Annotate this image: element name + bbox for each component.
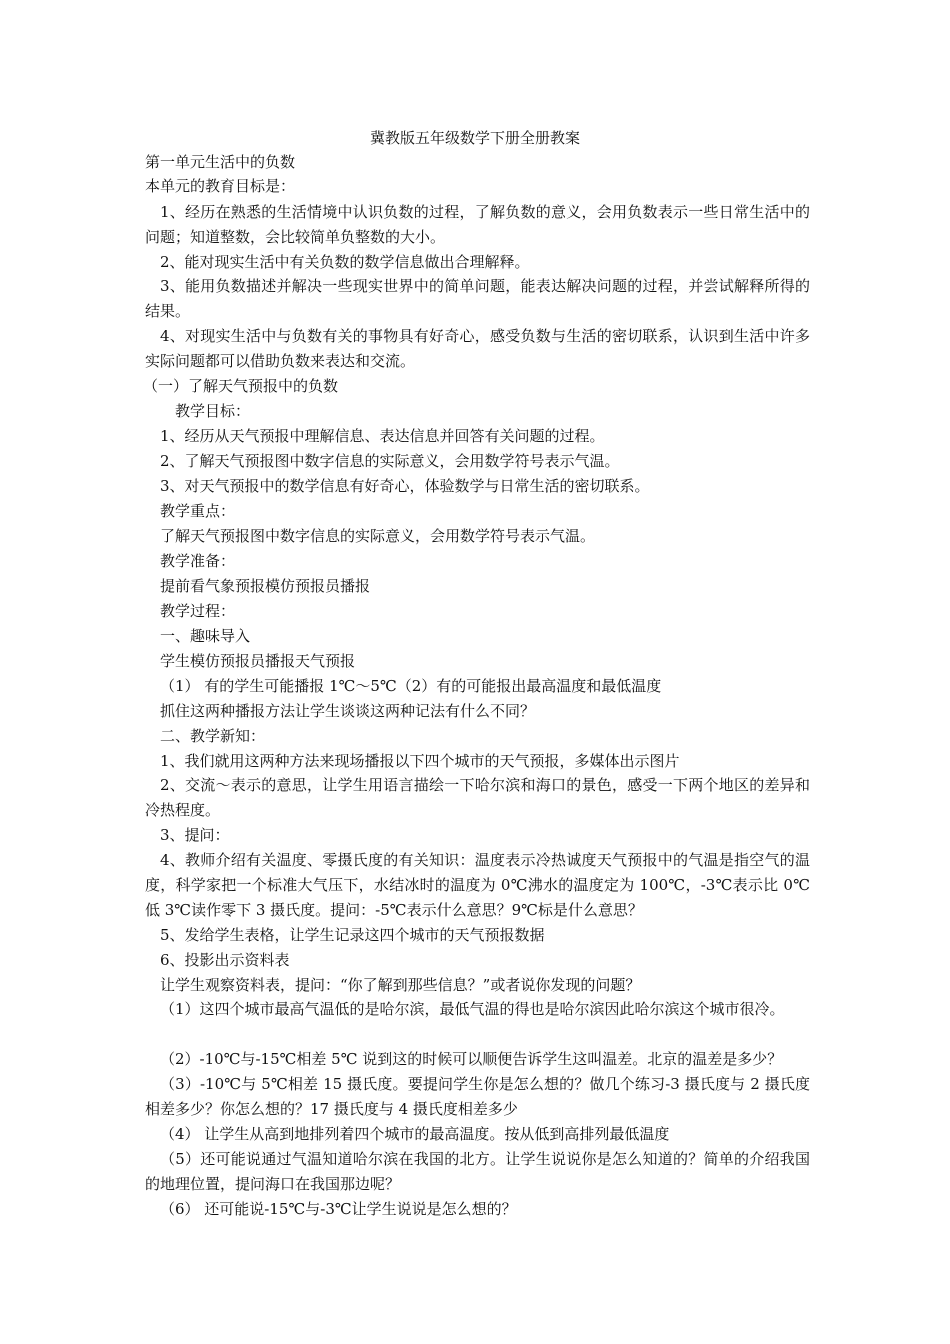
goals-intro: 本单元的教育目标是： (145, 177, 296, 195)
document-title: 冀教版五年级数学下册全册教案 (369, 129, 580, 147)
step-item: 1、我们就用这两种方法来现场播报以下四个城市的天气预报，多媒体出示图片 (160, 752, 680, 770)
prep-text: 提前看气象预报模仿预报员播报 (160, 577, 371, 595)
unit-title: 第一单元生活中的负数 (145, 153, 296, 171)
focus-text: 了解天气预报图中数字信息的实际意义，会用数学符号表示气温。 (160, 527, 596, 545)
step-line: 学生模仿预报员播报天气预报 (160, 652, 356, 670)
focus-label: 教学重点： (160, 502, 236, 520)
step-item: 5、发给学生表格，让学生记录这四个城市的天气预报数据 (160, 926, 545, 944)
teaching-goal-item: 3、对天气预报中的数学信息有好奇心，体验数学与日常生活的密切联系。 (160, 477, 650, 495)
step-title: 二、教学新知： (160, 727, 266, 745)
prep-label: 教学准备： (160, 552, 236, 570)
section-title: （一）了解天气预报中的负数 (143, 377, 339, 395)
goal-item: 4、对现实生活中与负数有关的事物具有好奇心，感受负数与生活的密切联系，认识到生活中许多实际问题都可以借助负数来表达和交流。 (145, 327, 810, 370)
answer-item: （2）-10℃与-15℃相差 5℃ 说到这的时候可以顺便告诉学生这叫温差。北京的温差是多少？ (160, 1050, 783, 1068)
step-title: 一、趣味导入 (160, 627, 251, 645)
step-line: （1） 有的学生可能播报 1℃～5℃（2）有的可能报出最高温度和最低温度 (160, 677, 662, 695)
step-item: 4、教师介绍有关温度、零摄氏度的有关知识：温度表示冷热诚度天气预报中的气温是指空气的温度，科学家把一个标准大气压下，水结冰时的温度为 0℃沸水的温度定为 100℃，-3℃表示比 0℃低 3℃读作零下 3 摄氏度。提问：-5℃表示什么意思？9℃标是什么意思？ (145, 851, 810, 919)
answer-item: （1）这四个城市最高气温低的是哈尔滨，最低气温的得也是哈尔滨因此哈尔滨这个城市很冷。 (160, 1000, 785, 1018)
step-item: 让学生观察资料表，提问：“你了解到那些信息？”或者说你发现的问题？ (160, 976, 641, 994)
answer-item: （3）-10℃与 5℃相差 15 摄氏度。要提问学生你是怎么想的？做几个练习-3 摄氏度与 2 摄氏度相差多少？你怎么想的？17 摄氏度与 4 摄氏度相差多少 (145, 1075, 810, 1118)
answer-item: （5）还可能说通过气温知道哈尔滨在我国的北方。让学生说说你是怎么知道的？简单的介绍我国的地理位置，提问海口在我国那边呢？ (145, 1150, 810, 1193)
teaching-goal-item: 1、经历从天气预报中理解信息、表达信息并回答有关问题的过程。 (160, 427, 605, 445)
goal-item: 3、能用负数描述并解决一些现实世界中的简单问题，能表达解决问题的过程，并尝试解释所得的结果。 (145, 277, 810, 320)
answer-item: （6） 还可能说-15℃与-3℃让学生说说是怎么想的？ (160, 1200, 517, 1218)
step-item: 2、交流～表示的意思，让学生用语言描绘一下哈尔滨和海口的景色，感受一下两个地区的差异和冷热程度。 (145, 776, 810, 819)
process-label: 教学过程： (160, 602, 236, 620)
goal-item: 1、经历在熟悉的生活情境中认识负数的过程，了解负数的意义，会用负数表示一些日常生活中的问题；知道整数，会比较简单负整数的大小。 (145, 203, 810, 246)
step-item: 3、提问： (160, 826, 230, 844)
step-line: 抓住这两种播报方法让学生谈谈这两种记法有什么不同？ (160, 702, 536, 720)
goal-item: 2、能对现实生活中有关负数的数学信息做出合理解释。 (160, 253, 530, 271)
teaching-goal-item: 2、了解天气预报图中数字信息的实际意义，会用数学符号表示气温。 (160, 452, 620, 470)
teaching-goals-label: 教学目标： (175, 402, 251, 420)
step-item: 6、投影出示资料表 (160, 951, 290, 969)
answer-item: （4） 让学生从高到地排列着四个城市的最高温度。按从低到高排列最低温度 (160, 1125, 670, 1143)
